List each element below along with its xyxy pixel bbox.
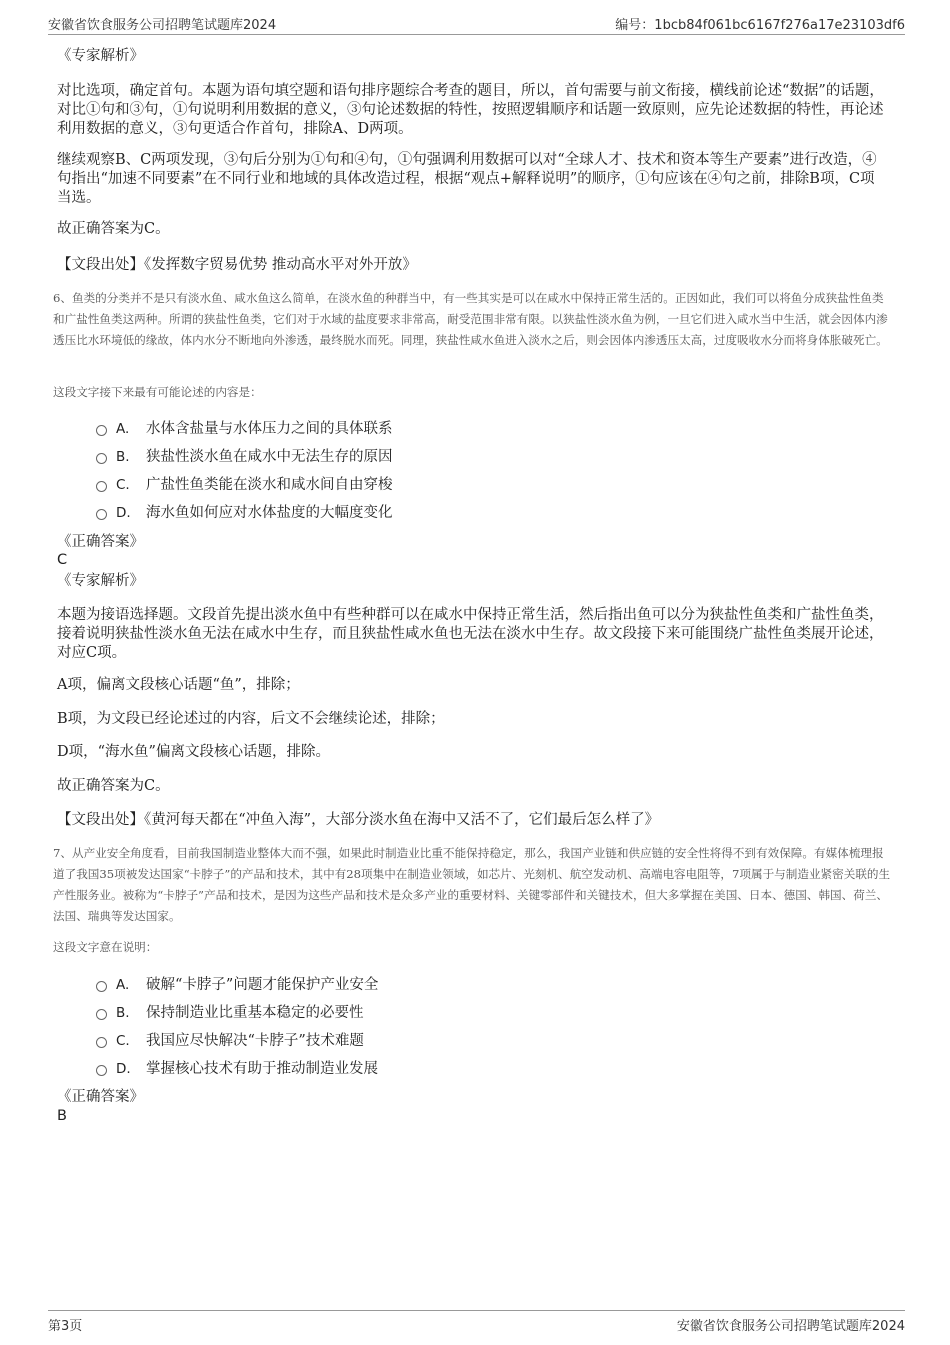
q6-option-c[interactable]: C. 广盐性鱼类能在淡水和咸水间自由穿梭 — [96, 475, 393, 495]
q6-option-d[interactable]: D. 海水鱼如何应对水体盐度的大幅度变化 — [96, 503, 393, 523]
q7-answer-label: 《正确答案》 — [57, 1089, 144, 1105]
q5-source: 【文段出处】《发挥数字贸易优势 推动高水平对外开放》 — [57, 257, 417, 273]
page-footer — [48, 1310, 905, 1335]
radio-icon[interactable] — [96, 509, 107, 520]
q7-option-d[interactable]: D. 掌握核心技术有助于推动制造业发展 — [96, 1059, 378, 1079]
q6-analysis-p5: 故正确答案为C。 — [57, 778, 170, 794]
q7-option-c[interactable]: C. 我国应尽快解决“卡脖子”技术难题 — [96, 1031, 364, 1051]
q6-source: 【文段出处】《黄河每天都在“冲鱼入海”，大部分淡水鱼在海中又活不了，它们最后怎么样了》 — [57, 812, 660, 828]
q6-option-a[interactable]: A. 水体含盐量与水体压力之间的具体联系 — [96, 419, 393, 439]
q7-option-a[interactable]: A. 破解“卡脖子”问题才能保护产业安全 — [96, 975, 378, 995]
radio-icon[interactable] — [96, 1009, 107, 1020]
header-title: 安徽省饮食服务公司招聘笔试题库2024 — [48, 18, 277, 33]
q6-analysis-p2: A项，偏离文段核心话题“鱼”，排除； — [57, 677, 300, 693]
q5-analysis-p1: 对比选项，确定首句。本题为语句填空题和语句排序题综合考查的题目，所以，首句需要与前文衔接，横线前论述“数据”的话题，对比①句和③句，①句说明利用数据的意义，③句论述数据的特性，按照逻辑顺序和话题一致原则，应先论述数据的特性，再论述利用数据的意义，③句更适合作首句，排除A、D两项。 — [57, 83, 884, 137]
radio-icon[interactable] — [96, 425, 107, 436]
q5-expert-label: 《专家解析》 — [57, 48, 144, 64]
q7-stem: 7、从产业安全角度看，目前我国制造业整体大而不强，如果此时制造业比重不能保持稳定，那么，我国产业链和供应链的安全性将得不到有效保障。有媒体梳理报道了我国35项被发达国家“卡脖子”的产品和技术，其中有28项集中在制造业领域，如芯片、光刻机、航空发动机、高端电容电阻等，7项属于与制造业紧密关联的生产性服务业。被称为“卡脖子”产品和技术，是因为这些产品和技术是众多产业的重要材料、关键零部件和关键技术，但大多掌握在美国、日本、德国、韩国、荷兰、法国、瑞典等发达国家。 — [53, 846, 891, 923]
q6-analysis-p1: 本题为接语选择题。文段首先提出淡水鱼中有些种群可以在咸水中保持正常生活，然后指出鱼可以分为狭盐性鱼类和广盐性鱼类，接着说明狭盐性淡水鱼无法在咸水中生存，而且狭盐性咸水鱼也无法在淡水中生存。故文段接下来可能围绕广盐性鱼类展开论述，对应C项。 — [57, 607, 884, 661]
header-doc-id: 编号：1bcb84f061bc6167f276a17e23103df6 — [615, 18, 905, 33]
q5-analysis-p2: 继续观察B、C两项发现，③句后分别为①句和④句，①句强调利用数据可以对“全球人才、技术和资本等生产要素”进行改造，④句指出“加速不同要素”在不同行业和地域的具体改造过程，根据“观点+解释说明”的顺序，①句应该在④句之前，排除B项，C项当选。 — [57, 152, 877, 206]
page-number: 第3页 — [48, 1319, 83, 1334]
q7-prompt: 这段文字意在说明： — [53, 940, 158, 954]
q6-stem: 6、鱼类的分类并不是只有淡水鱼、咸水鱼这么简单，在淡水鱼的种群当中，有一些其实是可以在咸水中保持正常生活的。正因如此，我们可以将鱼分成狭盐性鱼类和广盐性鱼类这两种。所谓的狭盐性鱼类，它们对于水域的盐度要求非常高，耐受范围非常有限。以狭盐性淡水鱼为例，一旦它们进入咸水当中生活，就会因体内渗透压比水环境低的缘故，体内水分不断地向外渗透，最终脱水而死。同理，狭盐性咸水鱼进入淡水之后，则会因体内渗透压太高，过度吸收水分而将身体胀破死亡。 — [53, 291, 888, 347]
q6-analysis-p4: D项，“海水鱼”偏离文段核心话题，排除。 — [57, 744, 330, 760]
q6-option-b[interactable]: B. 狭盐性淡水鱼在咸水中无法生存的原因 — [96, 447, 393, 467]
q6-analysis-p3: B项，为文段已经论述过的内容，后文不会继续论述，排除； — [57, 711, 445, 727]
radio-icon[interactable] — [96, 981, 107, 992]
q7-option-b[interactable]: B. 保持制造业比重基本稳定的必要性 — [96, 1003, 364, 1023]
page-header — [48, 14, 905, 35]
radio-icon[interactable] — [96, 1037, 107, 1048]
footer-title: 安徽省饮食服务公司招聘笔试题库2024 — [676, 1319, 905, 1334]
radio-icon[interactable] — [96, 1065, 107, 1076]
q5-analysis-p3: 故正确答案为C。 — [57, 221, 170, 237]
radio-icon[interactable] — [96, 481, 107, 492]
q6-answer: C — [57, 552, 68, 568]
q6-prompt: 这段文字接下来最有可能论述的内容是： — [53, 385, 262, 399]
q6-answer-label: 《正确答案》 — [57, 534, 144, 550]
radio-icon[interactable] — [96, 453, 107, 464]
q6-expert-label: 《专家解析》 — [57, 573, 144, 589]
q7-answer: B — [57, 1108, 67, 1124]
